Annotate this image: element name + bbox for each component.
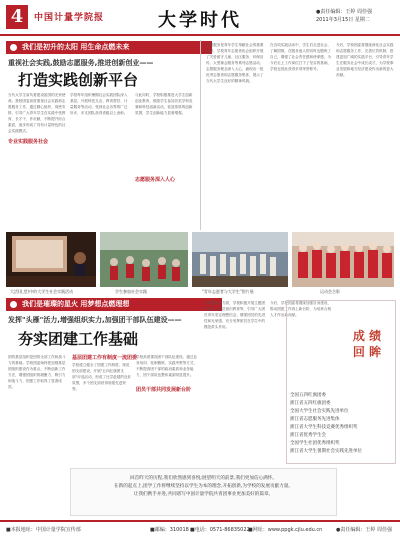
top-story-col6: 今后，学校团委将继续深化社会实践和志愿服务工作，完善长效机制，搭建更加广阔的实践平台，引导青年学生在服务社会中成长成才，为学校事业发展和地方经济建设作出新的更大贡献。: [336, 43, 394, 77]
honors-title-1: 成 绩: [352, 329, 382, 343]
top-story-subhead-1: 专业实践服务社会: [8, 139, 49, 145]
top-story-headline: 打造实践创新平台: [18, 71, 139, 89]
bottom-tel: ■电话：0571-86835022: [190, 527, 250, 533]
honors-title: [339, 328, 395, 386]
footer-notice: [70, 468, 337, 516]
page-header: [0, 0, 400, 36]
top-story-col5: 在各项实践活动中，学生们走进社会、了解国情，在服务他人的同时也锻炼了自己，增强了社会责任感和使命感，为今后走上工作岗位打下了坚实的基础，学校也因此获得多项荣誉称号。: [270, 43, 332, 71]
honor-item: 全国五四红旗团委: [290, 393, 326, 398]
honor-item: 浙江省大学生暑期社会实践先进单位: [290, 449, 362, 454]
footer-line-1: 回首昨天的历程,我们欣然感到喜悦;展望明天的前景,我们更加信心满怀。: [130, 476, 277, 481]
honor-item: 浙江省志愿服务先进集体: [290, 417, 340, 422]
second-story-col4: 在团员教育方面，学校积极开展主题团日活动、团员意识教育等，引导广大团员青年坚定理想信念，增强团员的先进性和光荣感，充分发挥团员在学生中的模范带头作用。: [204, 301, 266, 329]
top-story-col1: 当代大学生肩负着建设祖国的光荣使命。我校团委高度重视社会实践和志愿服务工作，通过精心组织、周密安排，引导广大青年学生在实践中受教育、长才干、作贡献，不断提升综合素质，逐步形成了具有计量特色的社会实践模式。: [8, 93, 66, 133]
header-meta: [316, 8, 372, 24]
second-story-col2: 学校建立健全了团建工作制度，规范团支部建设，开展"五四红旗团支部"评选活动，形成了比学赶超的良好氛围，多个团支部获得省级先进荣誉。: [72, 363, 132, 391]
second-story-headline: 夯实团建工作基础: [18, 330, 139, 348]
header-date: 2011年3月15日 星期二: [316, 17, 370, 23]
top-story-subhead-2: 志愿服务深入人心: [135, 177, 176, 183]
column-divider: [200, 40, 201, 230]
second-story-subhead-2: 团员干部共同发展新台阶: [136, 387, 192, 393]
footer-line-3: 让我们携手并进,共同谱写中国计量学院共青团事业更加美好的篇章。: [133, 492, 274, 497]
second-story-subhead-1: 基层团建工作有制度一流团委: [72, 355, 138, 361]
photo-2-caption: 学生参加社会实践: [115, 289, 147, 294]
honor-item: 全国大学生社会实践先进单位: [290, 409, 349, 414]
paper-name: 中国计量学院报: [34, 13, 105, 23]
honors-title-2: 回 眸: [352, 345, 382, 359]
photo-1: [6, 232, 96, 287]
bottom-address: ■本报地址：中国计量学院宣传部: [6, 527, 81, 533]
top-story-col2: 学校每年组织暑期社会实践团队深入基层，开展科技支农、教育帮扶、计量服务等活动，受到社会各界的广泛好评，多支团队获得省级以上表彰。: [70, 93, 128, 115]
top-story-col3: 与此同时，学校积极推进大学生创新创业教育，鼓励学生参加各类学科竞赛和科技创新活动，营造浓厚的创新氛围，学生创新能力显著增强。: [135, 93, 193, 115]
photo-3-caption: "青年志愿者与大学生"图片展: [202, 289, 254, 294]
honor-item: 浙江省五四红旗团委: [290, 401, 331, 406]
photo-1-caption: 大活(礼堂)中的大学生社会实践活动: [10, 289, 74, 294]
page-number: 4: [6, 5, 28, 29]
honor-item: 浙江省大学生科技竞赛优秀组织奖: [290, 425, 358, 430]
section-title: 大学时代: [158, 10, 242, 31]
second-story-banner: 我们是璀璨的星火 用梦想点燃理想: [6, 298, 222, 311]
photo-4: [292, 232, 394, 287]
honor-item: 浙江省优秀学生会: [290, 433, 326, 438]
bottom-editor: ●责任编辑：王婷 周佳强: [336, 527, 392, 533]
bottom-zip: ■邮编：310018: [150, 527, 189, 533]
bottom-bar: [0, 520, 400, 539]
top-story-col4: 志愿服务是青年学生奉献社会的重要途径。学校青年志愿者协会组织开展了关爱留守儿童、社区服务、环保宣传、大型赛会服务等系列志愿活动，志愿服务理念深入人心，涌现出一批优秀志愿者和志愿服务集体，展示了当代大学生良好的精神风貌。: [206, 43, 264, 83]
honor-item: 全国学生社团优秀组织奖: [290, 441, 340, 446]
footer-line-2: 在新的起点上,团学工作将继续坚持以学生为本的理念,开拓创新,为学校的发展贡献力量。: [114, 484, 293, 489]
header-editor: ●责任编辑：王婷 周佳强: [316, 9, 372, 15]
second-story-col1: 团的基层组织是团的全部工作和战斗力的基础。学校团委始终把加强基层团组织建设作为重点，不断创新工作方法，增强团组织的凝聚力、吸引力和战斗力，团建工作取得了显著成效。: [8, 355, 66, 389]
photo-4-caption: 运动会合影: [320, 289, 340, 294]
top-story-kicker: 重视社会实践,鼓励志愿服务,推进创新创业——: [8, 59, 154, 67]
second-story-col3: 学校高度重视团干部队伍建设，通过业务培训、挂职锻炼、实践考察等方式，不断提高团干部的政治素质和业务能力，团干部队伍整体素质明显提升。: [136, 355, 198, 377]
photo-3: [192, 232, 288, 287]
photo-2: [100, 232, 188, 287]
second-story-col5: 今后，学校团委将继续加强自身建设，推动团建工作再上新台阶，为培养合格人才作出新贡献。: [270, 301, 332, 317]
top-story-banner: 我们是初升的太阳 用生命点燃未来: [6, 41, 212, 54]
bottom-web[interactable]: ■网址：www.ppgk.cjlu.edu.cn: [248, 527, 323, 533]
second-story-kicker: 发挥"头雁"活力,增强组织实力,加强团干部队伍建设——: [8, 316, 182, 324]
